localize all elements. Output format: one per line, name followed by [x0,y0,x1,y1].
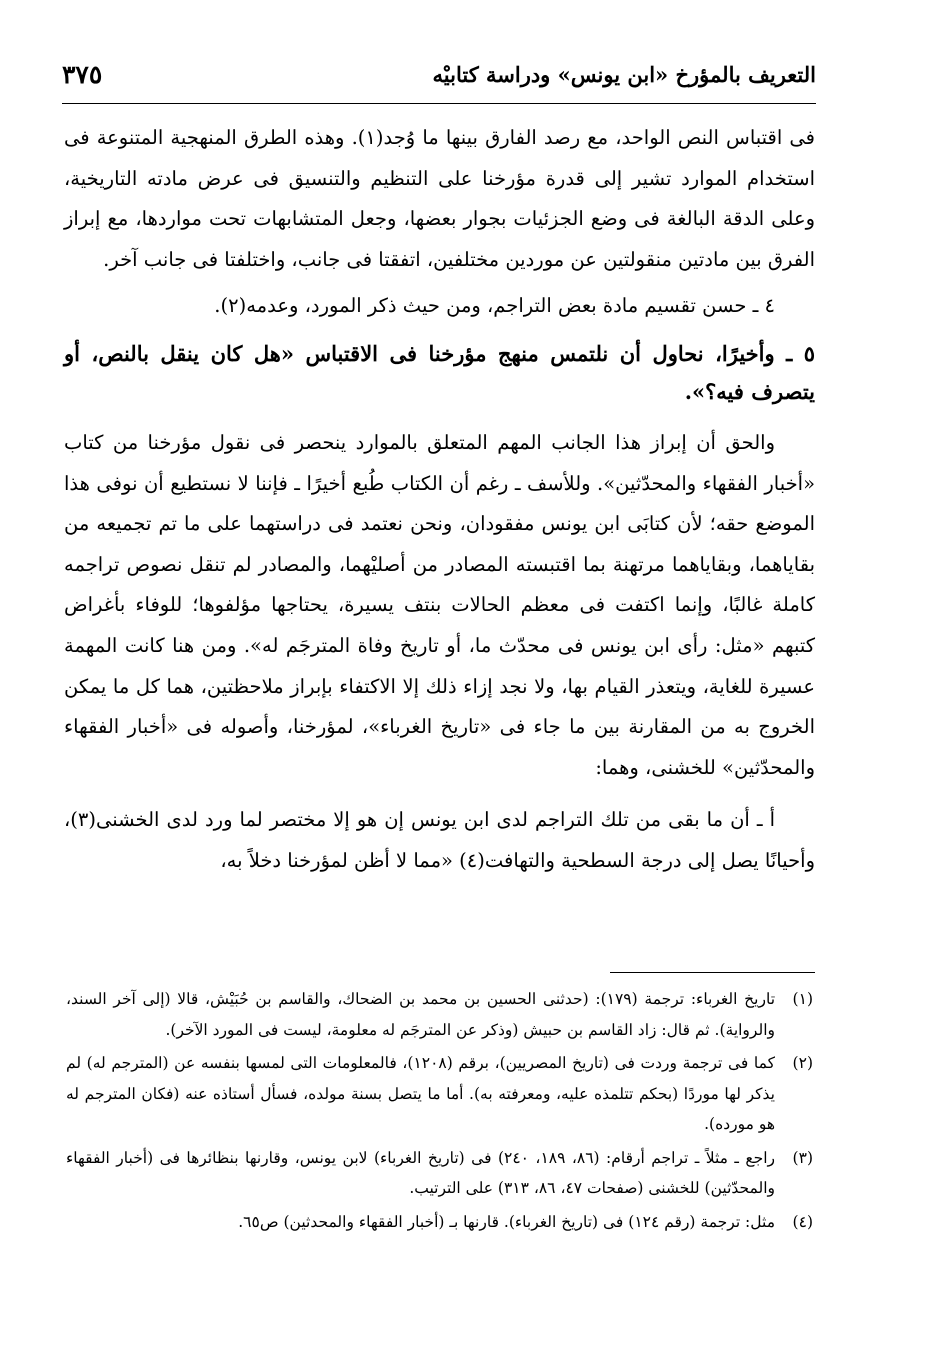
section-heading-5: ٥ ـ وأخيرًا، نحاول أن نلتمس منهج مؤرخنا فى الاقتباس «هل كان ينقل بالنص، أو يتصرف فيه؟». [64,340,815,404]
footnote-divider [610,972,815,973]
footnote [66,1207,813,1238]
main-text [64,118,815,882]
footnote-text: راجع ـ مثلاً ـ تراجم أرقام: (٨٦، ١٨٩، ٢٤٠) فى (تاريخ الغرباء) لابن يونس، وقارنها بنظائرها فى (أخبار الفقهاء والمحدّثين) للخشنى (صفحات ٤٧، ٨٦، ٣١٣) على الترتيب. [66,1148,775,1197]
footnote-text: تاريخ الغرباء: ترجمة (١٧٩): (حدثنى الحسين بن محمد بن الضحاك، والقاسم بن حُبَيْش، قالا (إلى آخر السند، والرواية). ثم قال: زاد القاسم بن حبيش (وذكر عن المترجَم له معلومة، ليست فى المورد الآخر). [66,990,776,1039]
running-header [62,62,816,102]
footnote-number: (٣) [792,1148,813,1167]
page-number: ٣٧٥ [62,60,103,89]
paragraph-2: والحق أن إبراز هذا الجانب المهم المتعلق بالموارد ينحصر فى نقول مؤرخنا من كتاب «أخبار الفقهاء والمحدّثين». وللأسف ـ رغم أن الكتاب طُبع أخيرًا ـ فإننا لا نستطيع أن نوفى هذا الموضع حقه؛ لأن كتابَى ابن يونس مفقودان، ونحن نعتمد فى دراستهما على ما تم تجميعه من بقاياهما، وبقاياهما مرتهنة بما اقتبسته المصادر من أصليْهما، والمصادر لم تنقل نصوص تراجمه كاملة غالبًا، وإنما اكتفت فى معظم الحالات بنتف يسيرة، يحتاجها مؤلفوها؛ للوفاء بأغراض كتبهم «مثل: رأى ابن يونس فى محدّث ما، أو تاريخ وفاة المترجَم له». ومن هنا كانت المهمة عسيرة للغاية، ويتعذر القيام بها، ولا نجد إزاء ذلك إلا الاكتفاء بإبراز ملاحظتين، هما كل ما يمكن الخروج به من المقارنة بين ما جاء فى «تاريخ الغرباء»، لمؤرخنا، وأصوله فى «أخبار الفقهاء والمحدّثين» للخشنى، وهما: [64,430,815,779]
running-title: التعريف بالمؤرخ «ابن يونس» ودراسة كتابيْه [432,62,816,87]
footnote-number: (٢) [792,1054,813,1072]
footnote [66,1048,813,1140]
footnote-text: كما فى ترجمة وردت فى (تاريخ المصريين)، برقم (١٢٠٨)، فالمعلومات التى لمسها بنفسه عن (المترجم له) لم يذكر لها موردًا (بحكم تتلمذه عليه، ومعرفته به). أما ما يتصل بسنة مولده، فسأل أستاذه عنه (فكان المترجم له هو مورده). [66,1054,775,1133]
list-item-4: ٤ ـ حسن تقسيم مادة بعض التراجم، ومن حيث ذكر المورد، وعدمه(٢). [214,294,775,318]
footnote-text: مثل: ترجمة (رقم ١٢٤) فى (تاريخ الغرباء). قارنها بـ (أخبار الفقهاء والمحدثين) ص٦٥. [238,1212,775,1231]
spacer [64,788,815,800]
header-divider [62,103,816,104]
footnote [66,984,813,1045]
footnote [66,1143,813,1204]
footnote-number: (٤) [792,1212,813,1231]
paragraph-1: فى اقتباس النص الواحد، مع رصد الفارق بينها ما وُجد(١). وهذه الطرق المنهجية المتنوعة فى استخدام الموارد تشير إلى قدرة مؤرخنا على التنظيم والتنسيق فى عرض مادته التاريخية، وعلى الدقة البالغة فى وضع الجزئيات بجوار بعضها، وجعل المتشابهات تحت مواردها، مع إبراز الفرق بين مادتين منقولتين عن موردين مختلفين، اتفقتا فى جانب، واختلفتا فى جانب آخر. [64,126,815,271]
footnote-number: (١) [792,990,813,1008]
paragraph-3: أ ـ أن ما بقى من تلك التراجم لدى ابن يونس إن هو إلا مختصر لما ورد لدى الخشنى(٣)، وأحيانًا يصل إلى درجة السطحية والتهافت(٤) «مما لا أظن لمؤرخنا دخلاً به، [64,808,815,872]
spacer [64,411,815,423]
footnotes [66,984,813,1240]
